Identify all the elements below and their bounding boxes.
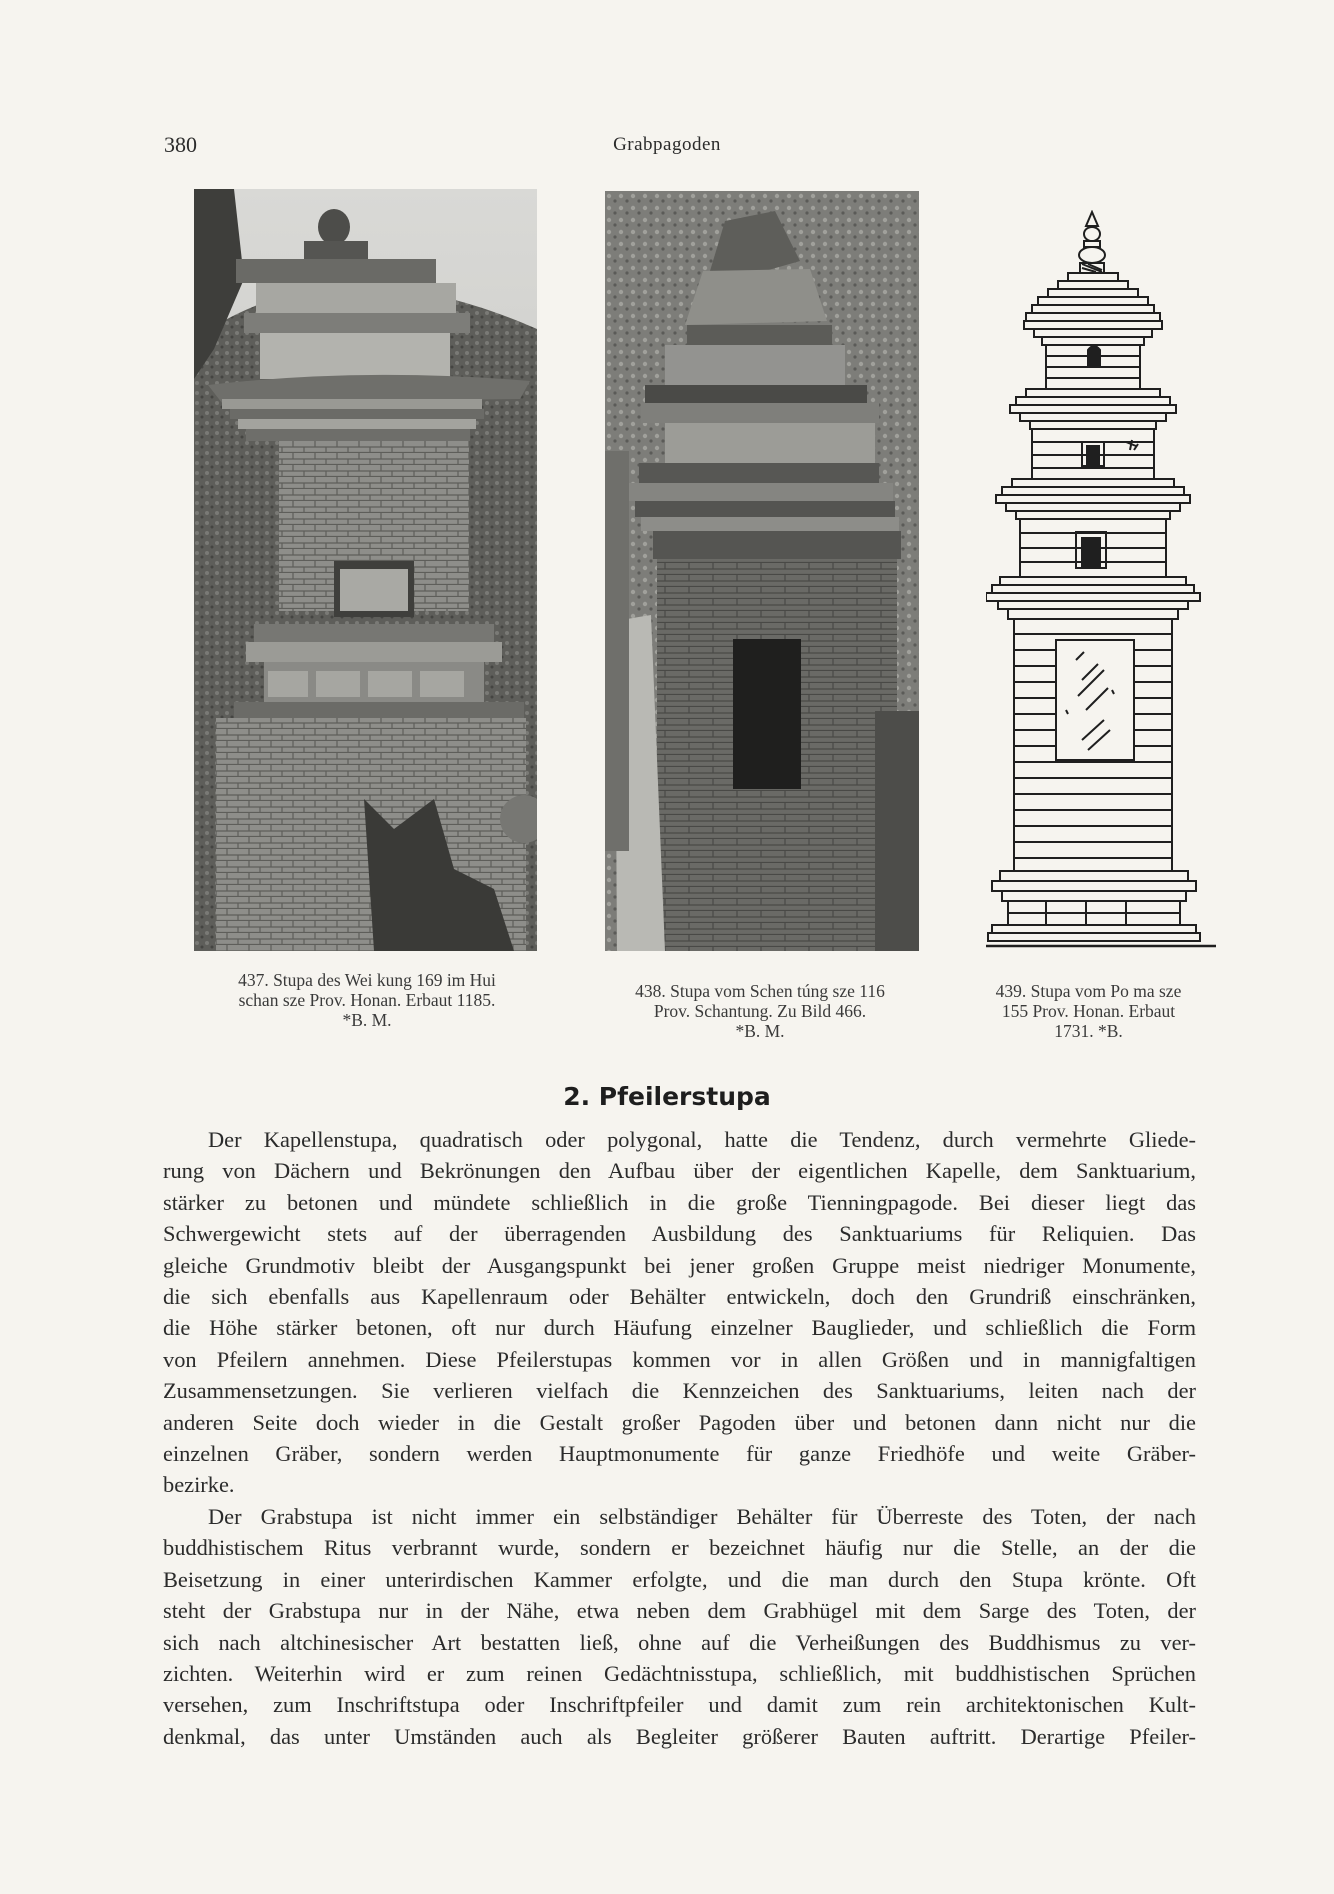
caption-line: *B. M. — [342, 1010, 392, 1030]
page-number: 380 — [164, 132, 197, 157]
text-line: Der Kapellenstupa, quadratisch oder polygonal, hatte die Tendenz, durch vermehrte Gliede- — [208, 1127, 1196, 1152]
text-line: rung von Dächern und Bekrönungen den Aufbau über der eigentlichen Kapelle, dem Sanktuarium, — [163, 1158, 1196, 1184]
figure-439-caption — [965, 981, 1212, 1041]
section-heading: 2. Pfeilerstupa — [563, 1082, 771, 1111]
text-line: zichten. Weiterhin wird er zum reinen Gedächtnisstupa, schließlich, mit buddhistischen Sprüchen — [163, 1660, 1196, 1686]
figure-438-photo — [605, 191, 919, 951]
caption-line: 155 Prov. Honan. Erbaut — [1001, 1001, 1176, 1021]
figure-437-photo — [194, 189, 537, 951]
text-line: anderen Seite doch wieder in die Gestalt großer Pagoden über und betonen dann nicht nur die — [163, 1409, 1196, 1435]
text-line: Der Grabstupa ist nicht immer ein selbständiger Behälter für Überreste des Toten, der nach — [208, 1503, 1196, 1529]
body-text — [163, 1124, 1196, 1752]
text-line: Beisetzung in einer unterirdischen Kammer erfolgte, und die man durch den Stupa krönte. Oft — [163, 1566, 1196, 1592]
text-line: von Pfeilern annehmen. Diese Pfeilerstupas kommen vor in allen Größen und in mannigfaltigen — [163, 1346, 1196, 1372]
text-line: einzelnen Gräber, sondern werden Hauptmonumente für ganze Friedhöfe und weite Gräber- — [163, 1441, 1196, 1467]
text-line: die Höhe stärker betonen, oft nur durch Häufung einzelner Bauglieder, und schließlich die Form — [163, 1315, 1196, 1341]
text-line: bezirke. — [163, 1472, 235, 1498]
caption-line: schan sze Prov. Honan. Erbaut 1185. — [238, 990, 496, 1010]
text-line: buddhistischem Ritus verbrannt wurde, sondern er bezeichnet häufig nur die Stelle, an der die — [163, 1535, 1196, 1561]
text-line: Zusammensetzungen. Sie verlieren vielfach die Kennzeichen des Sanktuariums, leiten nach der — [163, 1378, 1196, 1404]
text-line: steht der Grabstupa nur in der Nähe, etwa neben dem Grabhügel mit dem Sarge des Toten, der — [163, 1598, 1196, 1624]
running-head: Grabpagoden — [613, 134, 721, 155]
text-line: stärker zu betonen und mündete schließlich in die große Tienningpagode. Bei dieser liegt das — [163, 1189, 1196, 1215]
text-line: gleiche Grundmotiv bleibt der Ausgangspunkt bei jener großen Gruppe meist niedriger Monumente, — [163, 1252, 1196, 1278]
text-line: versehen, zum Inschriftstupa oder Inschriftpfeiler und damit zum rein architektonischen Kult- — [163, 1692, 1196, 1718]
figure-437-caption — [193, 970, 541, 1030]
figure-438-caption — [600, 981, 920, 1041]
text-line: Schwergewicht stets auf der überragenden Ausbildung des Sanktuariums für Reliquien. Das — [163, 1221, 1196, 1247]
text-line: denkmal, das unter Umständen auch als Begleiter größerer Bauten auftritt. Derartige Pfeiler- — [163, 1723, 1196, 1749]
caption-line: 439. Stupa vom Po ma sze — [995, 981, 1182, 1001]
caption-line: 438. Stupa vom Schen túng sze 116 — [635, 981, 885, 1001]
text-line: die sich ebenfalls aus Kapellenraum oder Behälter entwickeln, doch den Grundriß einschränken, — [163, 1284, 1196, 1310]
caption-line: *B. M. — [735, 1021, 785, 1041]
caption-line: 437. Stupa des Wei kung 169 im Hui — [238, 970, 496, 990]
text-line: sich nach altchinesischer Art bestatten ließ, ohne auf die Verheißungen des Buddhismus zu ver- — [163, 1629, 1196, 1655]
figure-439-drawing — [986, 210, 1216, 950]
caption-line: Prov. Schantung. Zu Bild 466. — [653, 1001, 867, 1021]
caption-line: 1731. *B. — [1054, 1021, 1123, 1041]
